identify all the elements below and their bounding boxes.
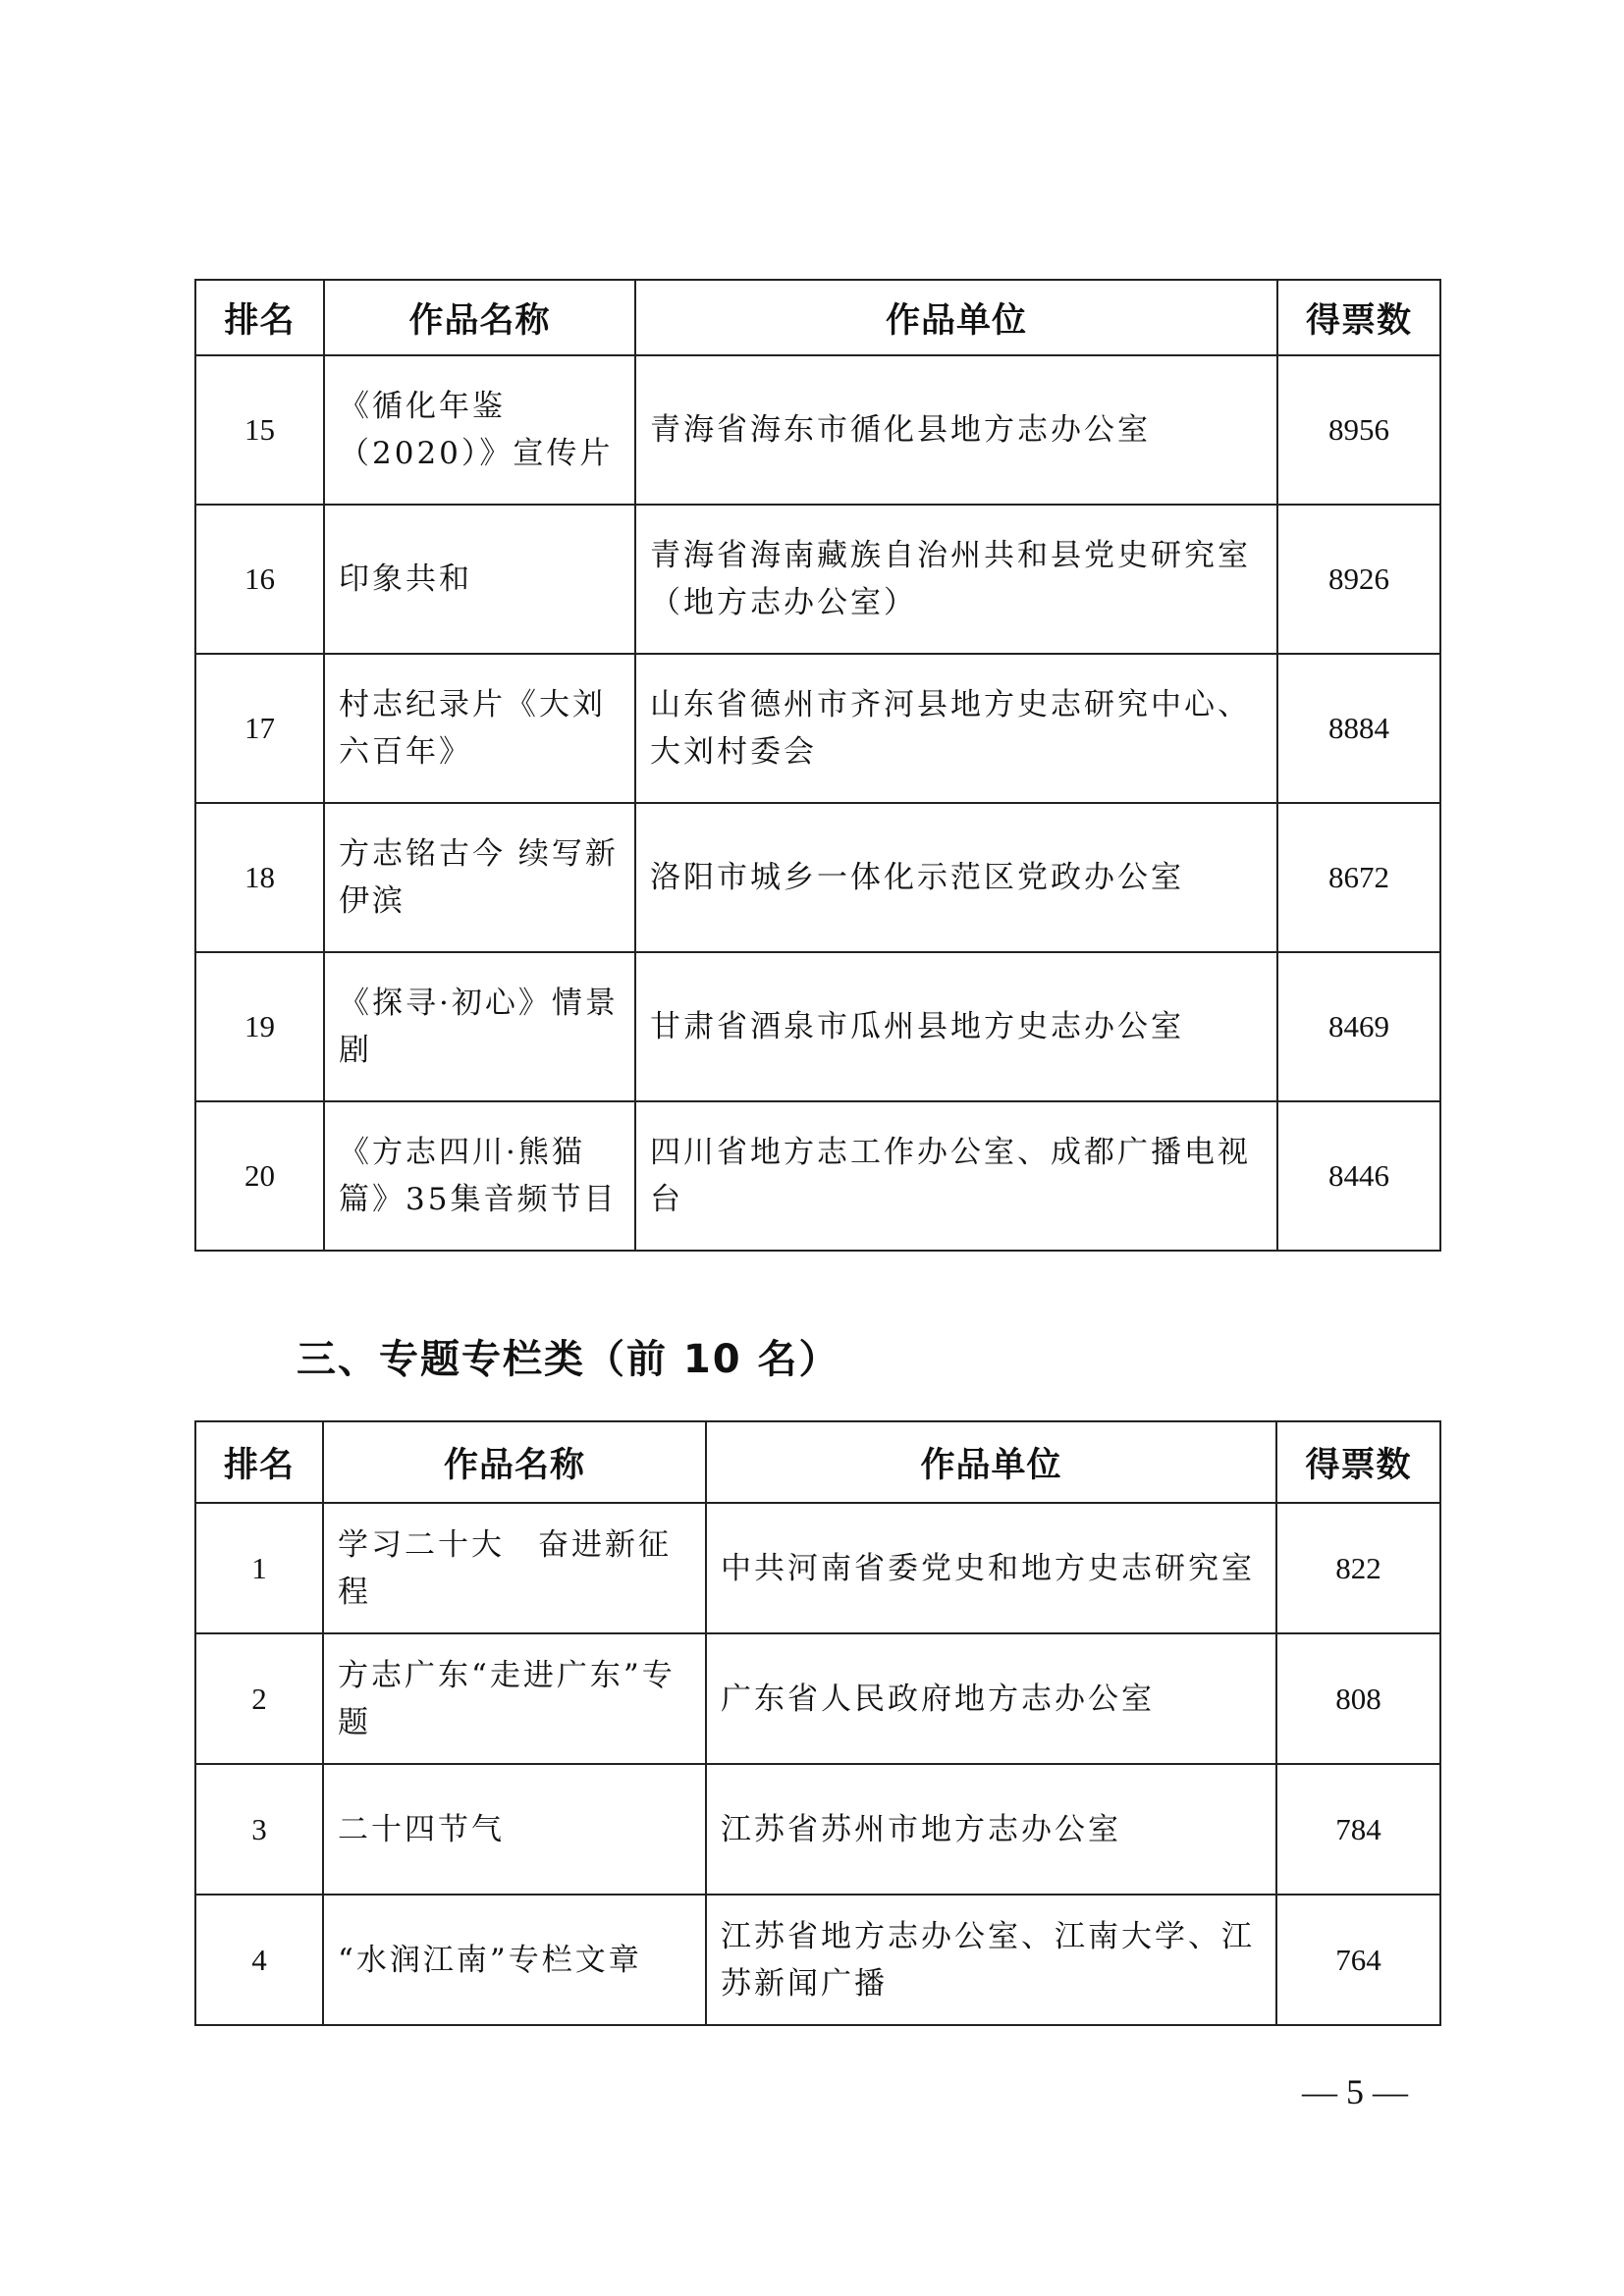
rank-cell: 4 bbox=[195, 1895, 323, 2025]
work-name-cell: 学习二十大 奋进新征程 bbox=[323, 1503, 706, 1633]
header-work-name: 作品名称 bbox=[323, 1421, 706, 1503]
votes-cell: 764 bbox=[1276, 1895, 1440, 2025]
header-work-unit: 作品单位 bbox=[635, 280, 1277, 355]
ranking-table-2 bbox=[194, 1420, 1441, 2026]
table-row bbox=[195, 1633, 1440, 1764]
work-unit-cell: 四川省地方志工作办公室、成都广播电视台 bbox=[635, 1101, 1277, 1251]
work-name-cell: 二十四节气 bbox=[323, 1764, 706, 1895]
header-work-name: 作品名称 bbox=[324, 280, 635, 355]
work-name-cell: 村志纪录片《大刘六百年》 bbox=[324, 654, 635, 803]
work-unit-cell: 山东省德州市齐河县地方史志研究中心、大刘村委会 bbox=[635, 654, 1277, 803]
ranking-table-1 bbox=[194, 279, 1441, 1252]
votes-cell: 784 bbox=[1276, 1764, 1440, 1895]
rank-cell: 2 bbox=[195, 1633, 323, 1764]
table-row bbox=[195, 952, 1440, 1101]
rank-cell: 19 bbox=[195, 952, 324, 1101]
work-name-cell: 方志铭古今 续写新伊滨 bbox=[324, 803, 635, 952]
table-header-row bbox=[195, 1421, 1440, 1503]
votes-cell: 822 bbox=[1276, 1503, 1440, 1633]
rank-cell: 17 bbox=[195, 654, 324, 803]
table-row bbox=[195, 803, 1440, 952]
table-row bbox=[195, 1503, 1440, 1633]
section-heading-topics: 三、专题专栏类（前 10 名） bbox=[297, 1337, 840, 1382]
votes-cell: 808 bbox=[1276, 1633, 1440, 1764]
work-unit-cell: 江苏省地方志办公室、江南大学、江苏新闻广播 bbox=[706, 1895, 1276, 2025]
votes-cell: 8446 bbox=[1277, 1101, 1440, 1251]
work-name-cell: 《循化年鉴（2020）》宣传片 bbox=[324, 355, 635, 505]
table-header-row bbox=[195, 280, 1440, 355]
header-rank: 排名 bbox=[195, 1421, 323, 1503]
work-unit-cell: 青海省海东市循化县地方志办公室 bbox=[635, 355, 1277, 505]
votes-cell: 8926 bbox=[1277, 505, 1440, 654]
work-name-cell: 《探寻·初心》情景剧 bbox=[324, 952, 635, 1101]
work-name-cell: “水润江南”专栏文章 bbox=[323, 1895, 706, 2025]
table-row bbox=[195, 355, 1440, 505]
work-unit-cell: 青海省海南藏族自治州共和县党史研究室（地方志办公室） bbox=[635, 505, 1277, 654]
header-votes: 得票数 bbox=[1276, 1421, 1440, 1503]
votes-cell: 8469 bbox=[1277, 952, 1440, 1101]
work-unit-cell: 江苏省苏州市地方志办公室 bbox=[706, 1764, 1276, 1895]
votes-cell: 8956 bbox=[1277, 355, 1440, 505]
work-unit-cell: 甘肃省酒泉市瓜州县地方史志办公室 bbox=[635, 952, 1277, 1101]
table-row bbox=[195, 1764, 1440, 1895]
rank-cell: 1 bbox=[195, 1503, 323, 1633]
table-row bbox=[195, 1101, 1440, 1251]
votes-cell: 8672 bbox=[1277, 803, 1440, 952]
work-name-cell: 方志广东“走进广东”专题 bbox=[323, 1633, 706, 1764]
table-row bbox=[195, 505, 1440, 654]
votes-cell: 8884 bbox=[1277, 654, 1440, 803]
rank-cell: 15 bbox=[195, 355, 324, 505]
header-votes: 得票数 bbox=[1277, 280, 1440, 355]
work-unit-cell: 广东省人民政府地方志办公室 bbox=[706, 1633, 1276, 1764]
header-work-unit: 作品单位 bbox=[706, 1421, 1276, 1503]
header-rank: 排名 bbox=[195, 280, 324, 355]
rank-cell: 20 bbox=[195, 1101, 324, 1251]
work-name-cell: 《方志四川·熊猫篇》35集音频节目 bbox=[324, 1101, 635, 1251]
work-unit-cell: 中共河南省委党史和地方史志研究室 bbox=[706, 1503, 1276, 1633]
table-row bbox=[195, 654, 1440, 803]
rank-cell: 16 bbox=[195, 505, 324, 654]
work-unit-cell: 洛阳市城乡一体化示范区党政办公室 bbox=[635, 803, 1277, 952]
page-number: — 5 — bbox=[1302, 2072, 1408, 2111]
work-name-cell: 印象共和 bbox=[324, 505, 635, 654]
rank-cell: 3 bbox=[195, 1764, 323, 1895]
rank-cell: 18 bbox=[195, 803, 324, 952]
table-row bbox=[195, 1895, 1440, 2025]
